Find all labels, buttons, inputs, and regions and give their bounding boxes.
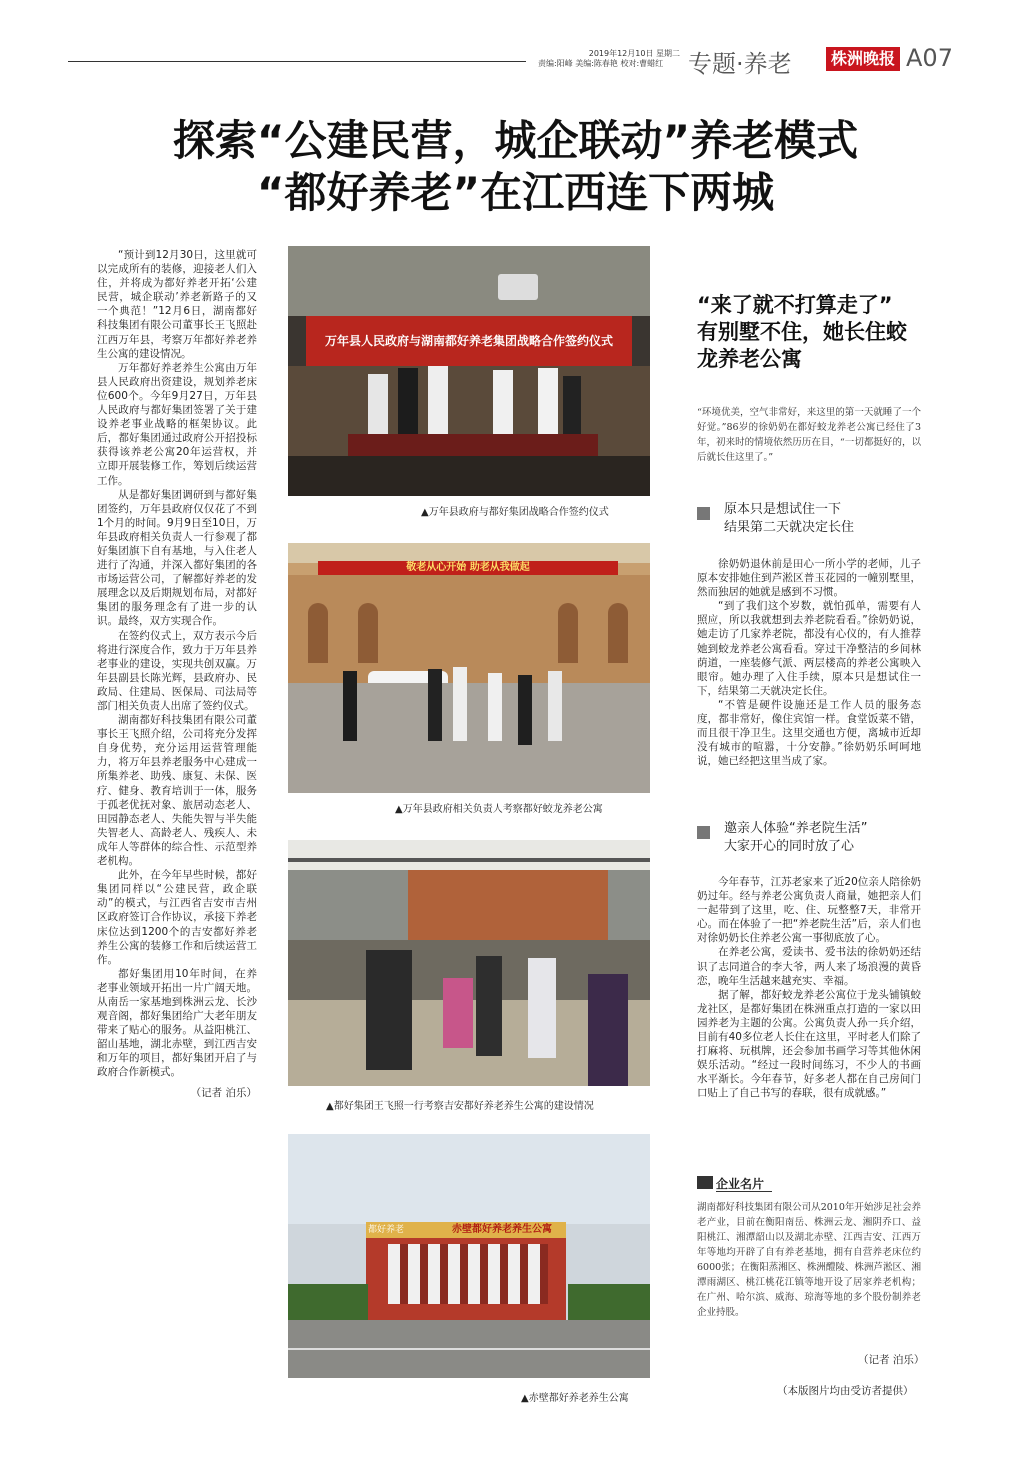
heading-line: 大家开心的同时放了心 — [724, 839, 855, 854]
header-meta — [538, 49, 686, 69]
section-title: 专题·养老 — [688, 50, 792, 78]
section-heading-1 — [724, 501, 924, 537]
photo-caption: ▲赤壁都好养老养生公寓 — [521, 1393, 629, 1404]
courtyard-banner: 敬老从心开始 助老从我做起 — [406, 562, 530, 573]
section-marker-icon — [697, 826, 710, 839]
heading-line: 邀亲人体验“养老院生活” — [724, 821, 868, 836]
apartment-logo: 都好养老 — [368, 1225, 405, 1235]
header-rule — [68, 61, 526, 62]
paragraph: 从是都好集团调研到与都好集团签约，万年县政府仅仅花了不到1个月的时间。9月9日至10日，万年县政府相关负责人一行参观了都好集团旗下自有基地，与入住老人进行了沟通，并深入都好集团的各市场运营公司，了解都好养老的发展理念以及后期规划布局，对都好集团的服务理念有了进一步的认识。最终，双方实现合作。 — [97, 488, 257, 628]
page-number: A07 — [906, 44, 953, 72]
photo-credit: （本版图片均由受访者提供） — [777, 1385, 914, 1397]
paragraph: 湖南都好科技集团有限公司董事长王飞照介绍，公司将充分发挥自身优势，充分运用运营管理能力，将万年县养老服务中心建成一所集养老、助残、康复、未保、医疗、健身、教育培训于一体，服务于孤老优抚对象、旅居动态老人、田园静态老人、失能失智与半失能失智老人、高龄老人、残疾人、未成年人等群体的综合性、示范型养老机构。 — [97, 714, 257, 868]
photo-signing-ceremony — [288, 246, 650, 496]
ceremony-banner: 万年县人民政府与湖南都好养老集团战略合作签约仪式 — [324, 334, 613, 348]
paragraph: 徐奶奶退休前是田心一所小学的老师，儿子原本安排她住到芦淞区普玉花园的一幢别墅里，然而独居的她就是感到不习惯。 — [697, 558, 921, 599]
staff-line: 责编:阳峰 美编:陈春艳 校对:曹蜡红 — [538, 59, 664, 68]
section-2-body — [697, 875, 921, 1101]
paragraph: 都好集团用10年时间，在养老事业领域开拓出一片广阔天地。从南岳一家基地到株洲云龙、长沙观音阁，都好集团给广大老年朋友带来了贴心的服务。从益阳桃江、韶山基地，湖北赤壁，到江西吉安和万年的项目，都好集团开启了与政府合作新模式。 — [97, 967, 257, 1079]
photo-chibi-apartment — [288, 1134, 650, 1378]
company-card-icon — [697, 1176, 713, 1189]
byline: （记者 泊乐） — [190, 1086, 257, 1099]
subtitle-line: “来了就不打算走了” — [697, 293, 893, 317]
apartment-sign: 赤壁都好养老养生公寓 — [452, 1224, 552, 1235]
section-1-body — [697, 557, 921, 768]
paragraph: 此外，在今年早些时候，都好集团同样以“公建民营，政企联动”的模式，与江西省吉安市吉州区政府签订合作协议，承接下养老床位达到1200个的吉安都好养老养生公寓的装修工作和后续运营工作。 — [97, 869, 257, 966]
paragraph: 在签约仪式上，双方表示今后将进行深度合作，致力于万年县养老事业的建设，实现共创双赢。万年县副县长陈光辉，县政府办、民政局、住建局、医保局、司法局等部门相关负责人出席了签约仪式。 — [97, 629, 257, 712]
headline-line-1: 探索“公建民营，城企联动”养老模式 — [172, 116, 859, 165]
paragraph: 在养老公寓，爱读书、爱书法的徐奶奶还结识了志同道合的李大爷，两人来了场浪漫的黄昏恋，晚年生活越来越充实、幸福。 — [697, 946, 921, 987]
paper-logo: 株洲晚报 — [826, 47, 900, 71]
headline-line-2: “都好养老”在江西连下两城 — [256, 168, 775, 217]
section-marker-icon — [697, 507, 710, 520]
right-subtitle — [697, 292, 937, 373]
paragraph: “不管是硬件设施还是工作人员的服务态度，都非常好，像住宾馆一样。食堂饭菜不错，而且很干净卫生。这里交通也方便，离城市近却没有城市的喧嚣，十分安静。”徐奶奶乐呵呵地说，她已经把这里当成了家。 — [697, 698, 921, 768]
heading-line: 原本只是想试住一下 — [724, 502, 842, 517]
paragraph: “到了我们这个岁数，就怕孤单，需要有人照应，所以我就想到去养老院看看。”徐奶奶说，她走访了几家养老院，都没有心仪的，有人推荐她到蛟龙养老公寓看看。穿过干净整洁的乡间林荫道，一座装修气派、两层楼高的养老公寓映入眼帘。她办理了入住手续，原本只是想试住一下，结果第二天就决定长住。 — [697, 600, 921, 697]
photo-construction-inspection — [288, 840, 650, 1086]
paragraph: “预计到12月30日，这里就可以完成所有的装修，迎接老人们入住，并将成为都好养老开拓‘公建民营，城企联动’养老新路子的又一个典范！”12月6日，湖南都好科技集团有限公司董事长王飞照赴江西万年县，考察万年都好养老养生公寓的建设情况。 — [97, 249, 257, 360]
left-article — [97, 248, 257, 1100]
date-line: 2019年12月10日 星期二 — [588, 49, 680, 58]
photo-courtyard-visit — [288, 543, 650, 793]
byline: （记者 泊乐） — [858, 1354, 925, 1366]
company-card-underline — [716, 1191, 772, 1192]
subtitle-line: 有别墅不住，她长住蛟 — [697, 320, 907, 344]
company-card-text: 湖南都好科技集团有限公司从2010年开始涉足社会养老产业，目前在衡阳南岳、株洲云龙、湘阴乔口、益阳桃江、湘潭韶山以及湖北赤壁、江西吉安、江西万年等地均开辟了自有养老基地，拥有自营养老床位约6000张；在衡阳蒸湘区、株洲醴陵、株洲芦淞区、湘潭雨湖区、桃江桃花江镇等地开设了居家养老机构；在广州、哈尔滨、威海、琼海等地的多个股份制养老企业持股。 — [697, 1202, 921, 1318]
photo-caption: ▲万年县政府与都好集团战略合作签约仪式 — [421, 507, 609, 518]
subtitle-line: 龙养老公寓 — [697, 347, 802, 371]
heading-line: 结果第二天就决定长住 — [724, 520, 855, 535]
paragraph: 万年都好养老养生公寓由万年县人民政府出资建设，规划养老床位600个。今年9月27日，万年县人民政府与都好集团签署了关于建设养老事业战略的框架协议。此后，都好集团通过政府公开招投标获得该养老公寓20年运营权，并立即开展装修工作，筹划后续运营工作。 — [97, 361, 257, 487]
photo-caption: ▲万年县政府相关负责人考察都好蛟龙养老公寓 — [395, 804, 603, 815]
company-card-label: 企业名片 — [716, 1177, 765, 1191]
photo-caption: ▲都好集团王飞照一行考察吉安都好养老养生公寓的建设情况 — [326, 1101, 594, 1112]
paragraph: 据了解，都好蛟龙养老公寓位于龙头铺镇蛟龙社区，是都好集团在株洲重点打造的一家以田园养老为主题的公寓。公寓负责人孙一兵介绍，目前有40多位老人长住在这里，平时老人们除了打麻将、玩棋牌，还会参加书画学习等其他休闲娱乐活动。“经过一段时间练习，不少人的书画水平渐长。今年春节，好多老人都在自己房间门口贴上了自己书写的春联，很有成就感。” — [697, 988, 921, 1100]
lead-quote: “环境优美，空气非常好，来这里的第一天就睡了一个好觉。”86岁的徐奶奶在都好蛟龙养老公寓已经住了3年，初来时的情境依然历历在目，“一切都挺好的，以后就长住这里了。” — [697, 407, 921, 463]
section-heading-2 — [724, 820, 924, 856]
paragraph: 今年春节，江苏老家来了近20位亲人陪徐奶奶过年。经与养老公寓负责人商量，她把亲人们一起带到了这里，吃、住、玩整整7天，非常开心。而在体验了一把“养老院生活”后，亲人们也对徐奶奶长住养老公寓一事彻底放了心。 — [697, 876, 921, 945]
